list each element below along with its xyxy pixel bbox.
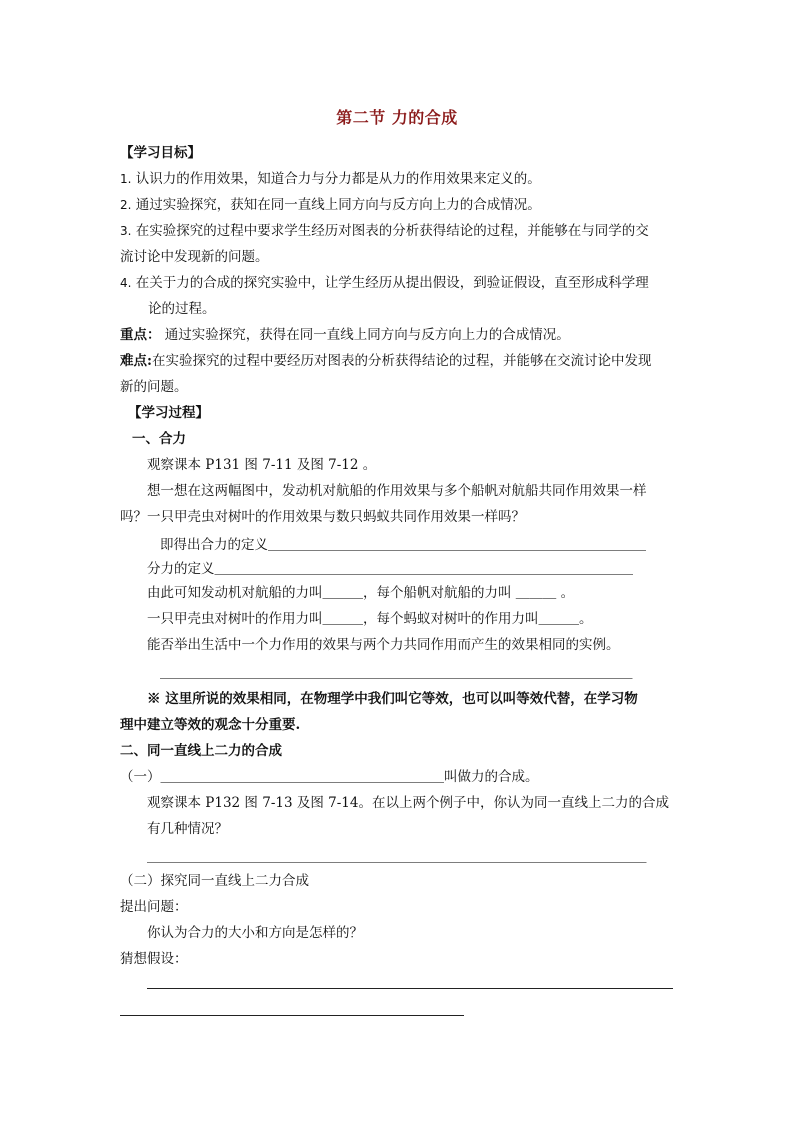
objective-number: 3. xyxy=(120,224,132,238)
hypothesis-answer-line-2 xyxy=(120,1015,464,1016)
objective-item-3 xyxy=(120,222,649,240)
key-point-text: 通过实验探究，获得在同一直线上同方向与反方向上力的合成情况。 xyxy=(160,327,570,343)
ask-question-label: 提出问题： xyxy=(120,899,188,915)
hypothesis-label: 猜想假设： xyxy=(120,951,188,967)
key-point xyxy=(120,326,570,344)
section-2-title: 二、同一直线上二力的合成 xyxy=(120,743,282,759)
observe-textbook-2-blank: ＿＿＿＿＿＿＿＿＿＿＿＿＿＿＿＿＿＿＿＿＿＿＿＿＿＿＿＿＿＿＿＿＿＿＿＿＿ xyxy=(147,849,647,865)
process-heading: 【学习过程】 xyxy=(128,405,209,421)
objective-item-2 xyxy=(120,196,541,214)
objective-text: 通过实验探究，获知在同一直线上同方向与反方向上力的合成情况。 xyxy=(135,197,541,213)
resultant-force-definition: 即得出合力的定义＿＿＿＿＿＿＿＿＿＿＿＿＿＿＿＿＿＿＿＿＿＿＿＿＿＿＿＿ xyxy=(160,537,646,553)
key-point-label: 重点： xyxy=(120,327,161,343)
hypothesis-answer-line-1 xyxy=(147,988,673,989)
observe-textbook-1: 观察课本 P131 图 7-11 及图 7-12 。 xyxy=(147,457,377,473)
difficulty-continuation: 新的问题。 xyxy=(120,379,188,395)
difficulty-point xyxy=(120,352,651,370)
objective-text: 认识力的作用效果，知道合力与分力都是从力的作用效果来定义的。 xyxy=(135,171,541,187)
observe-textbook-2-line-2: 有几种情况？ xyxy=(147,821,228,837)
explore-subheading: （二）探究同一直线上二力合成 xyxy=(120,873,309,889)
equivalence-note-line-1: ※ 这里所说的效果相同，在物理学中我们叫它等效，也可以叫等效代替，在学习物 xyxy=(147,691,638,707)
engine-force-question: 由此可知发动机对航船的力叫＿＿＿，每个船帆对航船的力叫 ＿＿＿ 。 xyxy=(147,585,575,601)
objective-text: 在实验探究的过程中要求学生经历对图表的分析获得结论的过程，并能够在与同学的交 xyxy=(135,223,649,239)
component-force-definition: 分力的定义＿＿＿＿＿＿＿＿＿＿＿＿＿＿＿＿＿＿＿＿＿＿＿＿＿＿＿＿＿＿＿ xyxy=(147,561,633,577)
objective-number: 2. xyxy=(120,198,132,212)
beetle-force-question: 一只甲壳虫对树叶的作用力叫＿＿＿，每个蚂蚁对树叶的作用力叫＿＿＿。 xyxy=(147,611,593,627)
objective-item-4 xyxy=(120,274,649,292)
force-composition-definition: （一）＿＿＿＿＿＿＿＿＿＿＿＿＿＿＿＿＿＿＿＿＿叫做力的合成。 xyxy=(120,769,539,785)
think-question-line-1: 想一想在这两幅图中，发动机对航船的作用效果与多个船帆对航船共同作用效果一样 xyxy=(147,483,647,499)
equivalence-note-line-2: 理中建立等效的观念十分重要. xyxy=(120,717,301,733)
objective-number: 1. xyxy=(120,172,132,186)
difficulty-label: 难点: xyxy=(120,353,152,369)
section-1-title: 一、合力 xyxy=(132,431,186,447)
ask-question-text: 你认为合力的大小和方向是怎样的？ xyxy=(147,925,363,941)
objective-number: 4. xyxy=(120,276,132,290)
objective-item-1 xyxy=(120,170,541,188)
observe-textbook-2-line-1: 观察课本 P132 图 7-13 及图 7-14。在以上两个例子中，你认为同一直线上二力的合成 xyxy=(147,795,669,811)
objectives-heading: 【学习目标】 xyxy=(120,145,201,161)
difficulty-text: 在实验探究的过程中要经历对图表的分析获得结论的过程，并能够在交流讨论中发现 xyxy=(151,353,652,369)
objective-text: 在关于力的合成的探究实验中，让学生经历从提出假设，到验证假设，直至形成科学理 xyxy=(135,275,649,291)
objective-item-4-continuation: 论的过程。 xyxy=(148,301,216,317)
objective-item-3-continuation: 流讨论中发现新的问题。 xyxy=(120,249,269,265)
think-question-line-2: 吗？一只甲壳虫对树叶的作用效果与数只蚂蚁共同作用效果一样吗？ xyxy=(120,509,525,525)
page-title: 第二节 力的合成 xyxy=(336,108,458,127)
real-life-example-question: 能否举出生活中一个力作用的效果与两个力共同作用而产生的效果相同的实例。 xyxy=(147,637,620,653)
real-life-example-blank: ＿＿＿＿＿＿＿＿＿＿＿＿＿＿＿＿＿＿＿＿＿＿＿＿＿＿＿＿＿＿＿＿＿＿＿ xyxy=(160,665,633,681)
